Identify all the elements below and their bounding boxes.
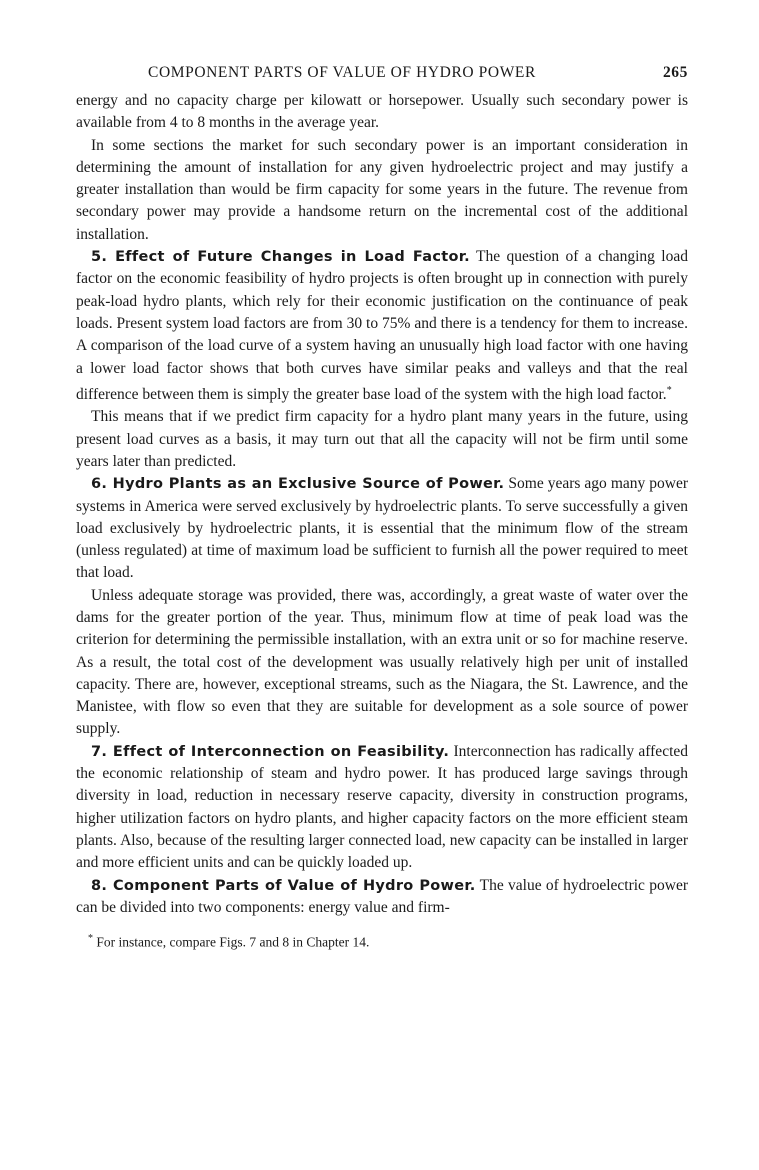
section-text: The value of hydroelectric power can be divided into two components: energy value and firm- [76, 876, 688, 916]
body-text [76, 90, 688, 919]
page-number: 265 [662, 64, 688, 81]
section-heading: 8. Component Parts of Value of Hydro Power. [91, 877, 476, 894]
section-heading: 7. Effect of Interconnection on Feasibility. [91, 743, 450, 760]
footnote-text: For instance, compare Figs. 7 and 8 in Chapter 14. [96, 934, 370, 950]
footnote-mark: * [88, 933, 93, 945]
section-7 [76, 741, 688, 875]
section-heading: 5. Effect of Future Changes in Load Factor. [91, 249, 470, 266]
section-text: The question of a changing load factor on the economic feasibility of hydro projects is often brought up in connection with purely peak-load hydro plants, which rely for their economic justification on the continuance of peak loads. Present system load factors are from 30 to 75% and there is a tendency for them to increase. A comparison of the load curve of a system having an unusually high load factor with one having a lower load factor shows that both curves have similar peaks and valleys and that the real difference between them is simply the greater base load of the system with the high load factor. [76, 248, 688, 404]
section-6 [76, 473, 688, 584]
paragraph: Unless adequate storage was provided, there was, accordingly, a great waste of water over the dams for the greater portion of the year. Thus, minimum flow at time of peak load was the criterion for determining the permissible installation, with an extra unit or so for machine reserve. As a result, the total cost of the development was usually relatively high per unit of installed capacity. There are, however, exceptional streams, such as the Niagara, the St. Lawrence, and the Manistee, with flow so even that they are suitable for development as a sole source of power supply. [76, 586, 688, 738]
section-5 [76, 246, 688, 406]
section-heading: 6. Hydro Plants as an Exclusive Source of Power. [91, 476, 505, 493]
section-text: Interconnection has radically affected the economic relationship of steam and hydro power. It has produced large savings through diversity in load, reduction in necessary reserve capacity, diversity in construction programs, higher utilization factors on hydro plants, and higher capacity factors on the more efficient steam plants. Also, because of the resulting larger connected load, new capacity can be installed in larger and more efficient units and can be quickly loaded up. [76, 742, 689, 872]
paragraph-continued: energy and no capacity charge per kilowatt or horsepower. Usually such secondary power is available from 4 to 8 months in the average year. [76, 92, 688, 132]
footnote [76, 933, 688, 951]
paragraph: This means that if we predict firm capacity for a hydro plant many years in the future, using present load curves as a basis, it may turn out that all the capacity will not be firm until some years later than predicted. [76, 408, 688, 470]
running-title: COMPONENT PARTS OF VALUE OF HYDRO POWER [148, 64, 536, 81]
paragraph: In some sections the market for such secondary power is an important consideration in determining the amount of installation for any given hydroelectric project and may justify a greater installation than would be firm capacity for some years in the future. The revenue from secondary power may provide a handsome return on the incremental cost of the additional installation. [76, 136, 688, 243]
section-8 [76, 875, 688, 920]
section-text: Some years ago many power systems in America were served exclusively by hydroelectric plants. To serve successfully a given load exclusively by hydroelectric plants, it is essential that the minimum flow of the stream (unless regulated) at time of maximum load be sufficient to furnish all the power required to meet that load. [76, 475, 688, 582]
book-page [76, 64, 688, 951]
footnote-reference: * [666, 384, 672, 396]
running-header [76, 64, 688, 90]
